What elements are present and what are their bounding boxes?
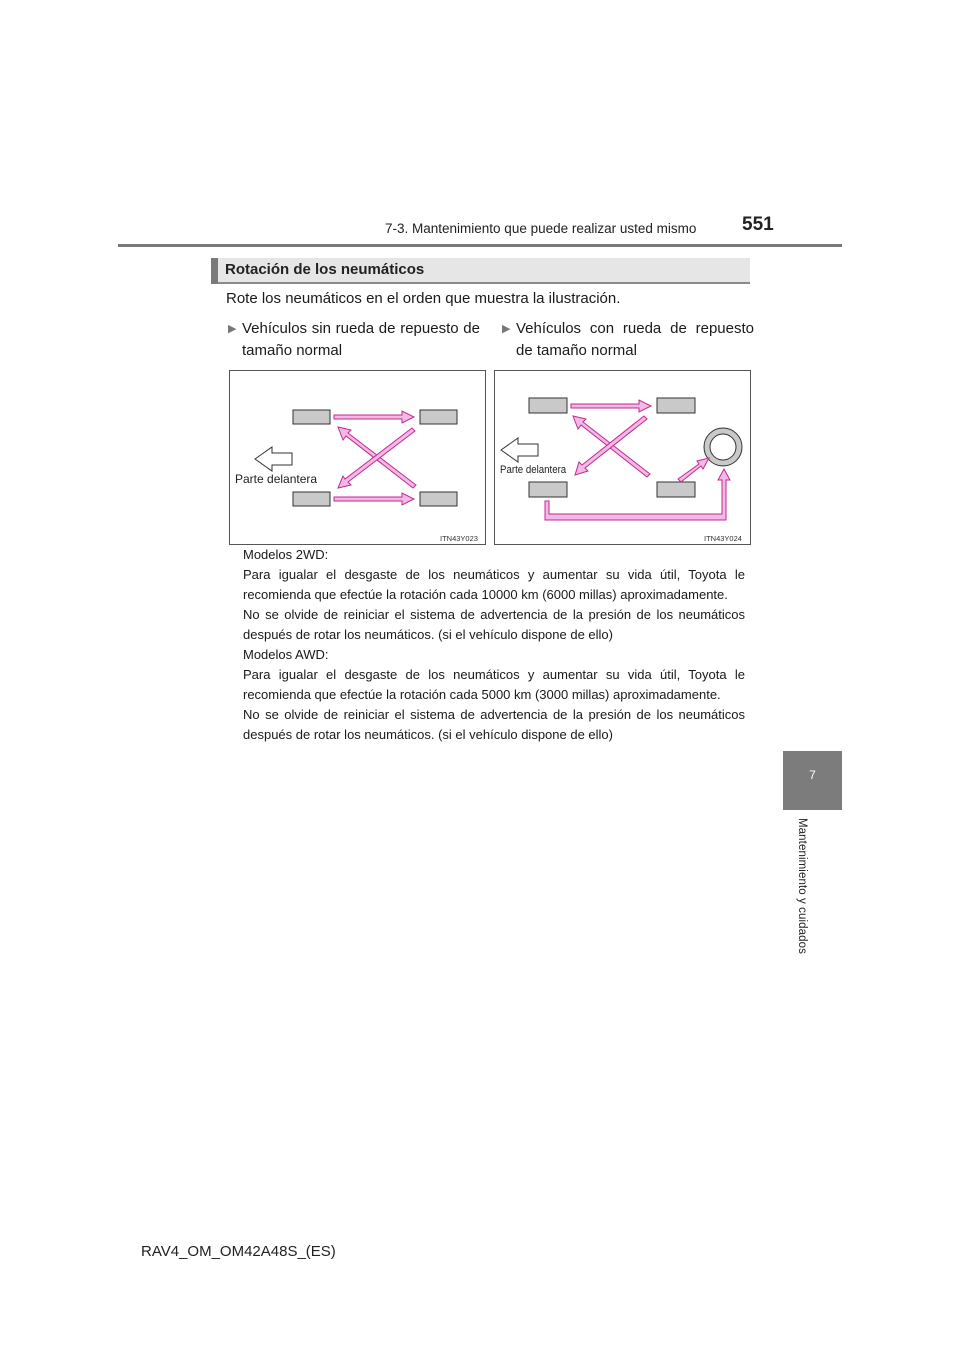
rotation-arrow-front [334, 411, 414, 423]
rotation-diagram-full-spare-svg [495, 371, 750, 544]
page-number: 551 [742, 214, 774, 235]
tire-rear-right [657, 482, 695, 497]
tire-front-right [420, 410, 457, 424]
header-section-path: 7-3. Mantenimiento que puede realizar usted mismo [385, 221, 697, 236]
variant-label-full-spare: Vehículos con rueda de repuesto de tamaño normal [516, 320, 754, 359]
notes-awd [243, 645, 745, 745]
notes-awd-interval: Para igualar el desgaste de los neumáticos y aumentar su vida útil, Toyota le recomienda que efectúe la rotación cada 5000 km (3000 millas) aproximadamente. [243, 667, 745, 702]
chapter-tab-number: 7 [809, 768, 816, 782]
rotation-arrow-front [571, 400, 651, 412]
chapter-tab-label: Mantenimiento y cuidados [796, 818, 808, 955]
notes-2wd [243, 545, 745, 645]
tire-front-left [529, 398, 567, 413]
notes-2wd-title: Modelos 2WD: [243, 547, 329, 562]
front-direction-arrow-icon [255, 447, 292, 471]
rotation-diagram-full-spare [494, 370, 751, 545]
tire-rear-left [529, 482, 567, 497]
front-label: Parte delantera [500, 464, 567, 476]
spare-tire-inner [710, 434, 736, 460]
section-title: Rotación de los neumáticos [225, 261, 425, 278]
notes-awd-tpms: No se olvide de reiniciar el sistema de advertencia de la presión de los neumáticos después de rotar los neumáticos. (si el vehículo dispone de ello) [243, 707, 745, 742]
triangle-bullet-icon: ▶ [502, 323, 511, 335]
notes-2wd-interval: Para igualar el desgaste de los neumáticos y aumentar su vida útil, Toyota le recomienda que efectúe la rotación cada 10000 km (6000 millas) aproximadamente. [243, 567, 745, 602]
triangle-bullet-icon: ▶ [228, 323, 237, 335]
section-heading-accent [211, 258, 218, 284]
tire-front-left [293, 410, 330, 424]
header-rule [118, 244, 842, 247]
notes-2wd-tpms: No se olvide de reiniciar el sistema de advertencia de la presión de los neumáticos después de rotar los neumáticos. (si el vehículo dispone de ello) [243, 607, 745, 642]
front-label: Parte delantera [235, 472, 318, 486]
tire-front-right [657, 398, 695, 413]
document-code: RAV4_OM_OM42A48S_(ES) [141, 1243, 336, 1260]
rotation-arrow-rear [334, 493, 414, 505]
rotation-arrow-to-spare [678, 458, 709, 482]
figure-code: ITN43Y024 [704, 534, 742, 543]
rotation-diagram-no-spare [229, 370, 486, 545]
figure-code: ITN43Y023 [440, 534, 478, 543]
section-intro: Rote los neumáticos en el orden que muestra la ilustración. [226, 290, 621, 307]
rotation-diagram-no-spare-svg [230, 371, 485, 544]
variant-label-no-spare: Vehículos sin rueda de repuesto de tamaño normal [242, 320, 480, 359]
tire-rear-right [420, 492, 457, 506]
tire-rear-left [293, 492, 330, 506]
front-direction-arrow-icon [501, 438, 538, 462]
notes-awd-title: Modelos AWD: [243, 647, 329, 662]
rotation-arrow-spare-loop [545, 469, 730, 520]
